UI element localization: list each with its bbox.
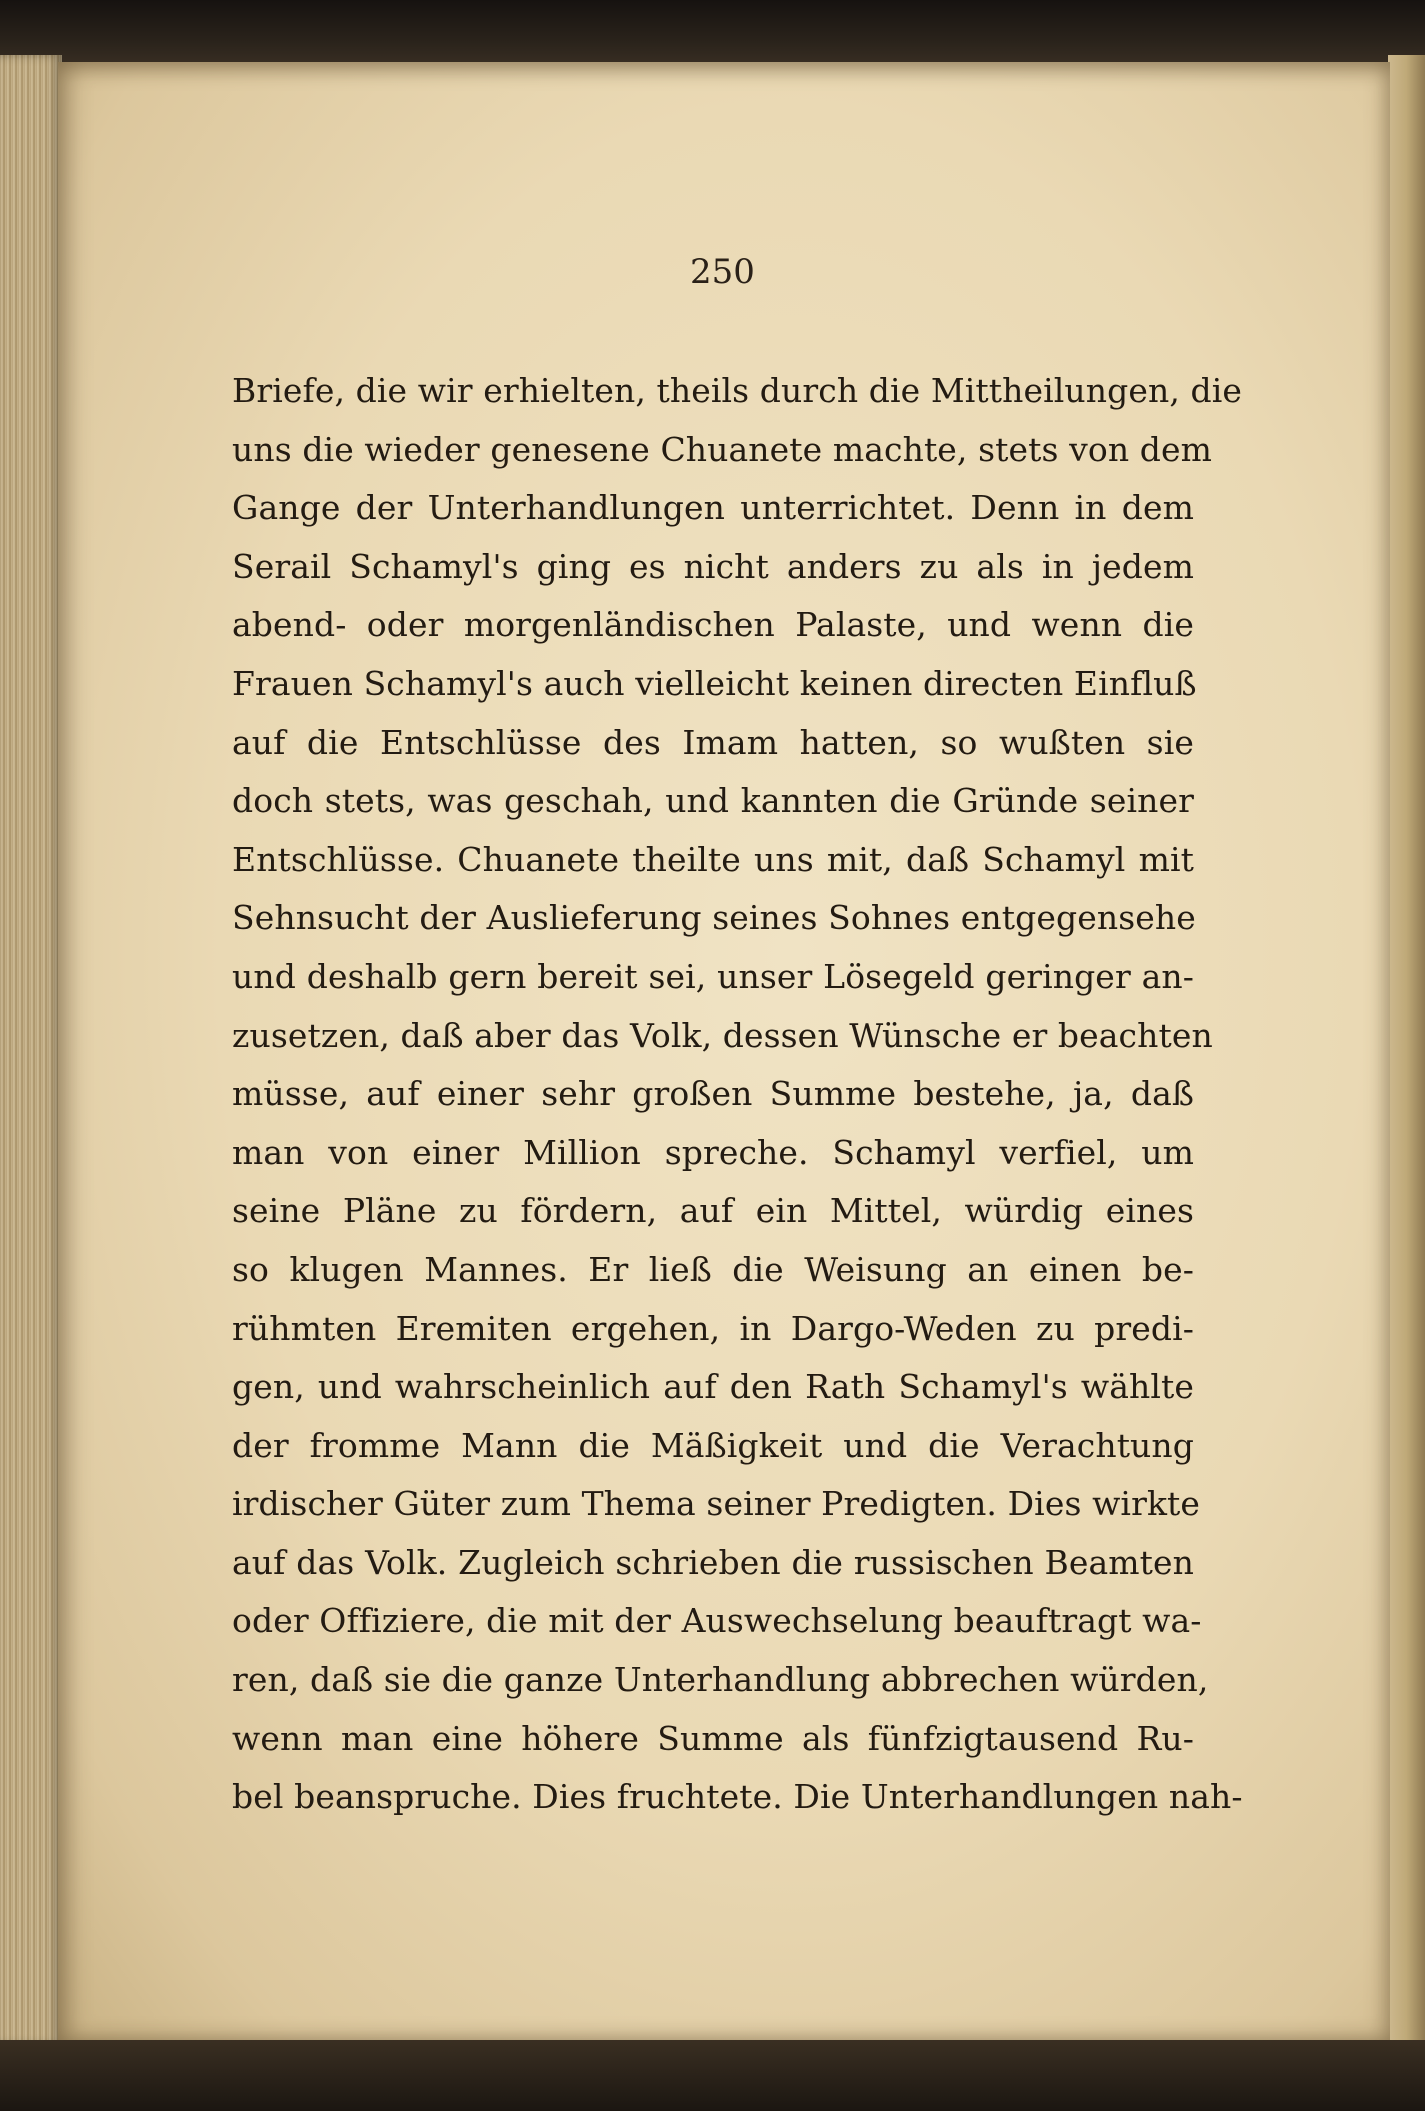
text-line: wenn man eine höhere Summe als fünfzigtausend Ru- <box>232 1718 1194 1758</box>
text-line: auf das Volk. Zugleich schrieben die russischen Beamten <box>232 1542 1194 1582</box>
text-line: oder Offiziere, die mit der Auswechselung beauftragt wa- <box>232 1601 1202 1641</box>
text-line: abend- oder morgenländischen Palaste, und wenn die <box>232 605 1194 645</box>
text-line: uns die wieder genesene Chuanete machte, stets von dem <box>232 429 1213 469</box>
text-line: irdischer Güter zum Thema seiner Predigten. Dies wirkte <box>232 1484 1201 1524</box>
text-line: der fromme Mann die Mäßigkeit und die Verachtung <box>232 1425 1194 1465</box>
text-line: so klugen Mannes. Er ließ die Weisung an einen be- <box>232 1249 1194 1289</box>
text-line: Serail Schamyl's ging es nicht anders zu als in jedem <box>232 546 1194 586</box>
book-edge-bottom <box>0 2040 1425 2111</box>
book-edge-top <box>0 0 1425 70</box>
text-line: bel beanspruche. Dies fruchtete. Die Unterhandlungen nah- <box>232 1777 1243 1817</box>
text-line: ren, daß sie die ganze Unterhandlung abbrechen würden, <box>232 1660 1209 1700</box>
text-line: man von einer Million spreche. Schamyl verfiel, um <box>232 1132 1194 1172</box>
text-line: zusetzen, daß aber das Volk, dessen Wünsche er beachten <box>232 1015 1213 1055</box>
text-line: seine Pläne zu fördern, auf ein Mittel, würdig eines <box>232 1191 1194 1231</box>
text-line: Sehnsucht der Auslieferung seines Sohnes entgegensehe <box>232 898 1196 938</box>
page-number: 250 <box>690 252 755 292</box>
text-line: Entschlüsse. Chuanete theilte uns mit, daß Schamyl mit <box>232 839 1194 879</box>
page-stack-edge <box>0 55 62 2045</box>
text-line: gen, und wahrscheinlich auf den Rath Schamyl's wählte <box>232 1367 1194 1407</box>
text-line: Briefe, die wir erhielten, theils durch die Mittheilungen, die <box>232 371 1243 410</box>
text-line: auf die Entschlüsse des Imam hatten, so wußten sie <box>232 722 1194 762</box>
page-right-edge <box>1388 55 1425 2045</box>
text-line: Gange der Unterhandlungen unterrichtet. Denn in dem <box>232 488 1194 528</box>
text-line: Frauen Schamyl's auch vielleicht keinen directen Einfluß <box>232 663 1197 703</box>
body-text <box>232 362 1243 1827</box>
text-line: müsse, auf einer sehr großen Summe bestehe, ja, daß <box>232 1074 1194 1114</box>
text-line: doch stets, was geschah, und kannten die Gründe seiner <box>232 781 1194 821</box>
text-line: rühmten Eremiten ergehen, in Dargo-Weden zu predi- <box>232 1308 1194 1348</box>
text-line: und deshalb gern bereit sei, unser Lösegeld geringer an- <box>232 956 1194 996</box>
